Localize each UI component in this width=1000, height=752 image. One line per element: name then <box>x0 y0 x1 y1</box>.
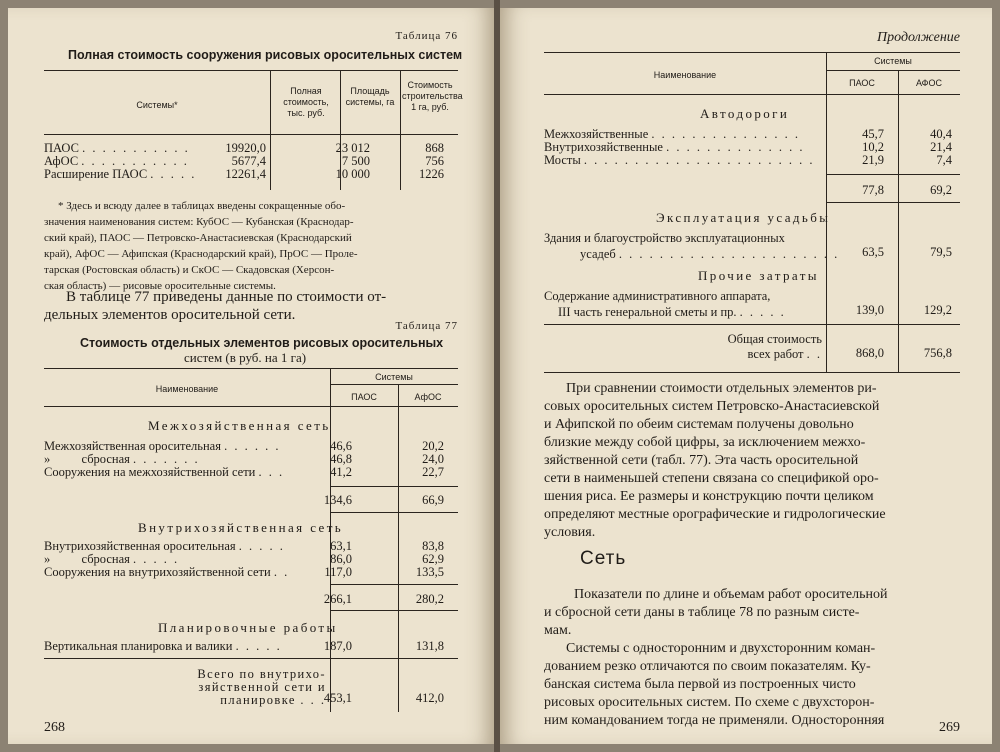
page-number: 268 <box>44 720 65 735</box>
right-page <box>500 8 992 744</box>
intro-line: дельных элементов оросительной сети. <box>44 307 296 323</box>
table77-row: Межхозяйственная оросительная . . . . . . <box>44 439 281 453</box>
value-paos: 139,0 <box>855 303 884 317</box>
value-afos: 129,2 <box>923 303 952 317</box>
table76-system-name: Расширение ПАОС <box>44 167 148 181</box>
value-afos: 24,0 <box>422 452 444 466</box>
table77-subtitle: систем (в руб. на 1 га) <box>184 350 307 365</box>
table77-header-bottom-rule <box>44 406 458 407</box>
table77-row: Сооружения на межхозяйственной сети . . . <box>44 465 285 479</box>
table77-top-rule <box>44 368 458 369</box>
table76-header-area: Площадь системы, га <box>345 86 395 107</box>
value-paos: 187,0 <box>323 639 352 653</box>
value-paos: 10,2 <box>862 140 884 154</box>
value-afos: 133,5 <box>415 565 444 579</box>
table76-footnote <box>44 198 358 294</box>
value-afos: 131,8 <box>415 639 444 653</box>
network-paragraph: Показатели по длине и объемам работ оросительной и сбросной сети даны в таблице 78 по разным систе- мам. <box>544 587 888 638</box>
table77-header-rule <box>330 384 458 385</box>
subtotal-afos: 66,9 <box>422 493 444 507</box>
table76-caption: Таблица 76 <box>395 30 458 42</box>
table76-area: 10 000 <box>335 167 370 181</box>
comparison-paragraph: При сравнении стоимости отдельных элементов ри- совых оросительных систем Петровско-Анастасиевской и Афипской по обеим системам получены довольно близкие между собой цифры, за исключением межхо- зяйственной сети (табл. 77). Эта часть оросительной сети в наименьшей степени связана со спецификой оро- шения риса. Ее размеры и конструкцию почти целиком определяют местные орографические и гидрологические условия. <box>544 381 886 540</box>
table-row: Внутрихозяйственные . . . . . . . . . . . . . . <box>544 140 805 154</box>
intro-line: В таблице 77 приведены данные по стоимости от- <box>66 289 387 305</box>
table76-col-divider <box>400 70 401 190</box>
value-afos: 22,7 <box>422 465 444 479</box>
subtotal-afos: 280,2 <box>415 592 444 606</box>
section-title: Эксплуатация усадьбы <box>656 210 831 225</box>
table77-header-name: Наименование <box>155 384 219 394</box>
section-title: Автодороги <box>700 106 790 121</box>
systems-paragraph: Системы с односторонним и двухсторонним коман- дованием резко отличаются по своим показателям. Ку- банская система была первой из построенных чисто рисовых оросительных систем. По схеме с двухсторон- ним командованием тогда не применяли. Односторонняя <box>544 641 885 728</box>
footnote-line: значения наименования систем: КубОС — Кубанская (Краснодар- <box>44 216 354 228</box>
subtotal-rule <box>330 584 458 585</box>
section-title: Внутрихозяйственная сеть <box>138 520 344 535</box>
table76-row: ПАОС . . . . . . . . . . . <box>44 141 190 155</box>
table-row: Мосты . . . . . . . . . . . . . . . . . . . . . . . <box>544 153 815 167</box>
subtotal-rule <box>330 486 458 487</box>
table76-row: Расширение ПАОС . . . . . <box>44 167 197 181</box>
table77-header-paos: ПАОС <box>351 392 377 402</box>
intro-paragraph <box>44 288 386 324</box>
subtotal-afos: 69,2 <box>930 183 952 197</box>
continuation-label: Продолжение <box>877 30 960 45</box>
footnote-line: ская область) — рисовые оросительные системы. <box>44 280 276 292</box>
footnote-line: ский край), ПАОС — Петровско-Анастасиевская (Краснодарский <box>44 232 352 244</box>
table-col-divider <box>898 70 899 372</box>
value-paos: 86,0 <box>330 552 352 566</box>
value-paos: 63,5 <box>862 245 884 259</box>
table77-row: Вертикальная планировка и валики . . . . . <box>44 639 282 653</box>
footnote-line: край), АфОС — Афипская (Краснодарский край), ПрОС — Проле- <box>44 248 358 260</box>
left-page <box>8 8 494 744</box>
table-header-name: Наименование <box>653 70 717 80</box>
value-paos: 46,8 <box>330 452 352 466</box>
footnote-line: * Здесь и всюду далее в таблицах введены сокращенные обо- <box>58 200 346 212</box>
value-afos: 21,4 <box>930 140 952 154</box>
subtotal-paos: 77,8 <box>862 183 884 197</box>
table76-header-per-ha: Стоимость строительства 1 га, руб. <box>402 80 463 112</box>
grand-total-paos: 868,0 <box>855 346 884 360</box>
table-header-rule <box>826 70 960 71</box>
grand-total-afos: 412,0 <box>415 691 444 705</box>
section-heading: Сеть <box>580 548 627 569</box>
value-afos: 79,5 <box>930 245 952 259</box>
table76-col-divider <box>270 70 271 190</box>
table76-header-cost: Полная стоимость, тыс. руб. <box>283 86 329 118</box>
value-paos: 41,2 <box>330 465 352 479</box>
table77-rule <box>44 658 458 659</box>
value-paos: 45,7 <box>862 127 884 141</box>
table-top-rule <box>544 52 960 53</box>
table76-row: АфОС . . . . . . . . . . . <box>44 154 189 168</box>
table-header-paos: ПАОС <box>849 78 875 88</box>
subtotal-rule <box>826 174 960 175</box>
table77-row: » сбросная . . . . . . . <box>44 452 200 466</box>
value-paos: 117,0 <box>324 565 352 579</box>
table76-header-systems: Системы* <box>136 100 178 110</box>
table76-cost: 12261,4 <box>225 167 266 181</box>
table77-row: Сооружения на внутрихозяйственной сети . . <box>44 565 290 579</box>
table76-per-ha: 756 <box>425 154 444 168</box>
grand-total-label: Общая стоимость всех работ . . <box>727 332 822 361</box>
table-header-afos: АФОС <box>915 78 943 88</box>
table77-row: » сбросная . . . . . <box>44 552 180 566</box>
table77-row: Внутрихозяйственная оросительная . . . . . <box>44 539 285 553</box>
subtotal-rule <box>330 610 458 611</box>
table76-cost: 5677,4 <box>231 154 266 168</box>
table76-system-name: ПАОС <box>44 141 79 155</box>
table77-header-afos: АфОС <box>414 392 442 402</box>
table76-cost: 19920,0 <box>225 141 266 155</box>
table-row: Здания и благоустройство эксплуатационных усадеб . . . . . . . . . . . . . . . . . . . . . . <box>544 231 840 261</box>
table76-title: Полная стоимость сооружения рисовых оросительных систем <box>68 48 463 62</box>
grand-total-paos: 453,1 <box>323 691 352 705</box>
table77-caption: Таблица 77 <box>395 320 458 332</box>
table76-system-name: АфОС <box>44 154 79 168</box>
grand-total-afos: 756,8 <box>923 346 952 360</box>
table-row: Межхозяйственные . . . . . . . . . . . . . . . <box>544 127 800 141</box>
table76-area: 23 012 <box>335 141 370 155</box>
table-header-systems: Системы <box>874 56 912 66</box>
value-afos: 62,9 <box>422 552 444 566</box>
subtotal-paos: 134,6 <box>323 493 352 507</box>
table76-per-ha: 868 <box>425 141 444 155</box>
value-afos: 40,4 <box>930 127 952 141</box>
value-paos: 46,6 <box>330 439 352 453</box>
table-header-bottom-rule <box>544 94 960 95</box>
table77-header-systems: Системы <box>375 372 413 382</box>
table-bottom-rule <box>544 372 960 373</box>
grand-total-label: Всего по внутрихо- зяйственной сети и планировке . . . <box>197 667 326 707</box>
section-title: Планировочные работы <box>158 620 338 635</box>
value-paos: 21,9 <box>862 153 884 167</box>
subtotal-paos: 266,1 <box>323 592 352 606</box>
value-afos: 83,8 <box>422 539 444 553</box>
footnote-line: тарская (Ростовская область) и СкОС — Скадовская (Херсон- <box>44 264 335 276</box>
subtotal-rule <box>826 202 960 203</box>
page-number: 269 <box>939 720 960 735</box>
value-afos: 20,2 <box>422 439 444 453</box>
value-paos: 63,1 <box>330 539 352 553</box>
table-rule <box>544 324 960 325</box>
table76-per-ha: 1226 <box>419 167 444 181</box>
section-title: Прочие затраты <box>698 268 819 283</box>
subtotal-rule <box>330 512 458 513</box>
table76-top-rule <box>44 70 458 71</box>
value-afos: 7,4 <box>936 153 952 167</box>
table77-col-divider <box>398 384 399 712</box>
table77-title: Стоимость отдельных элементов рисовых оросительных <box>80 336 444 350</box>
table76-header-rule <box>44 134 458 135</box>
table-row: Содержание административного аппарата, III часть генеральной сметы и пр. . . . . . <box>544 289 786 319</box>
section-title: Межхозяйственная сеть <box>148 418 331 433</box>
table76-area: 7 500 <box>341 154 370 168</box>
